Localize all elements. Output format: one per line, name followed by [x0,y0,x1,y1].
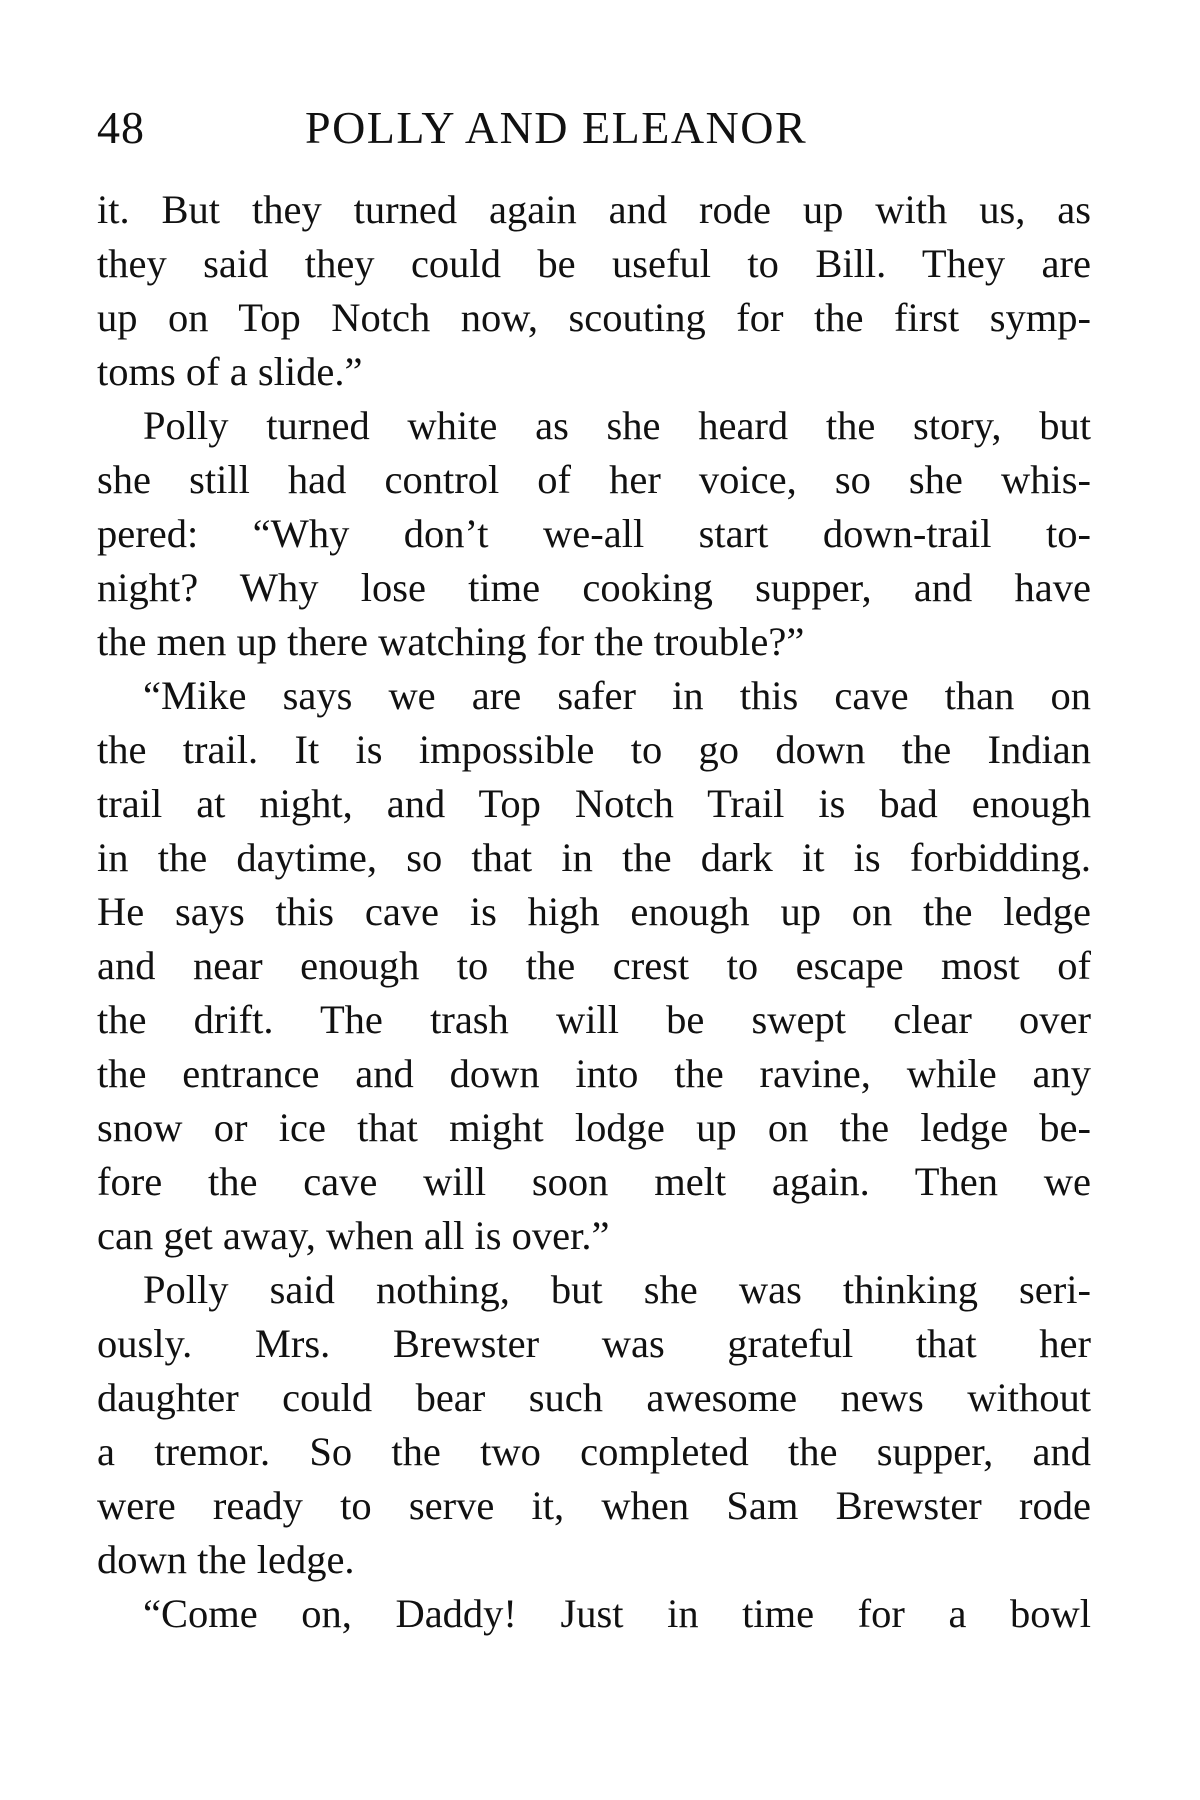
page-header [97,98,1097,158]
paragraph-first-line: “Mike says we are safer in this cave than on [143,673,1091,718]
text-line: she still had control of her voice, so she whis- [97,457,1091,502]
text-line: the trail. It is impossible to go down the Indian [97,727,1091,772]
text-line: were ready to serve it, when Sam Brewster rode [97,1483,1091,1528]
paragraph-first-line: Polly turned white as she heard the story, but [143,403,1091,448]
text-line: pered: “Why don’t we-all start down-trail to- [97,511,1091,556]
text-line: down the ledge. [97,1537,355,1582]
text-line: ously. Mrs. Brewster was grateful that her [97,1321,1091,1366]
text-line: snow or ice that might lodge up on the ledge be- [97,1105,1091,1150]
text-line: night? Why lose time cooking supper, and have [97,565,1091,610]
text-line: and near enough to the crest to escape most of [97,943,1091,988]
paragraph-first-line: “Come on, Daddy! Just in time for a bowl [143,1591,1091,1636]
text-line: can get away, when all is over.” [97,1213,610,1258]
text-line: daughter could bear such awesome news without [97,1375,1091,1420]
paragraph-first-line: Polly said nothing, but she was thinking seri- [143,1267,1091,1312]
text-line: the men up there watching for the trouble?” [97,619,805,664]
page-number: 48 [97,102,145,153]
text-line: trail at night, and Top Notch Trail is bad enough [97,781,1091,826]
text-line: fore the cave will soon melt again. Then we [97,1159,1091,1204]
text-line: a tremor. So the two completed the supper, and [97,1429,1091,1474]
text-line: the drift. The trash will be swept clear over [97,997,1091,1042]
body-text [97,183,1091,1641]
text-line: toms of a slide.” [97,349,363,394]
text-line: it. But they turned again and rode up with us, as [97,187,1091,232]
text-line: He says this cave is high enough up on the ledge [97,889,1091,934]
text-line: up on Top Notch now, scouting for the first symp- [97,295,1091,340]
text-line: in the daytime, so that in the dark it is forbidding. [97,835,1091,880]
running-title: POLLY AND ELEANOR [305,102,808,153]
text-line: they said they could be useful to Bill. They are [97,241,1091,286]
text-line: the entrance and down into the ravine, while any [97,1051,1091,1096]
